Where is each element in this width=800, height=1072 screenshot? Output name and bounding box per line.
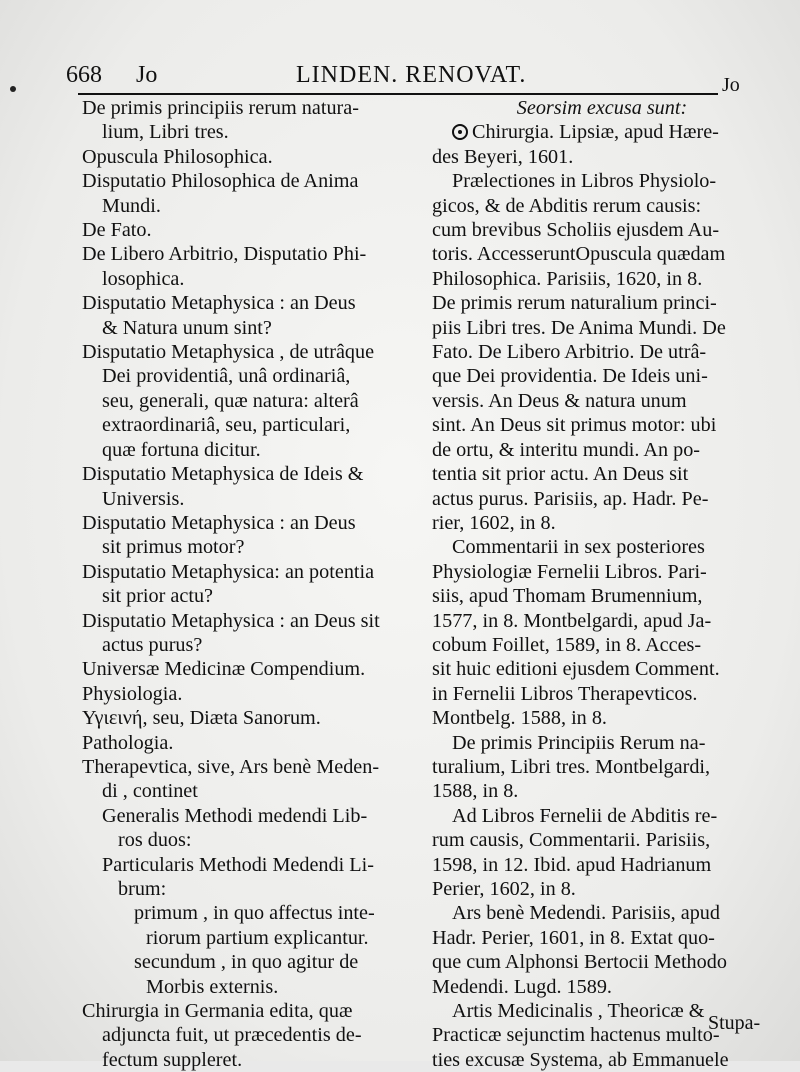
text-line xyxy=(82,316,417,340)
text-line xyxy=(432,560,772,584)
line-text: sit primus motor? xyxy=(102,536,245,559)
line-text: cum brevibus Scholiis ejusdem Au- xyxy=(432,219,720,242)
text-line xyxy=(82,194,417,218)
line-text: sit huic editioni ejusdem Comment. xyxy=(432,658,720,681)
line-text: riorum partium explicantur. xyxy=(146,926,369,949)
text-line xyxy=(432,584,772,608)
text-line xyxy=(82,999,417,1023)
text-line xyxy=(82,682,417,706)
text-line xyxy=(82,706,417,730)
line-text: ros duos: xyxy=(118,829,192,852)
line-text: actus purus? xyxy=(102,633,203,656)
line-text: lium, Libri tres. xyxy=(102,121,229,144)
line-text: de ortu, & interitu mundi. An po- xyxy=(432,438,701,461)
line-text: in Fernelii Libros Therapevticos. xyxy=(432,682,698,705)
text-line xyxy=(432,194,772,218)
line-text: Generalis Methodi medendi Lib- xyxy=(102,804,368,827)
line-text: Therapevtica, sive, Ars benè Meden- xyxy=(82,755,380,778)
text-line xyxy=(432,901,772,925)
line-text: seu, generali, quæ natura: alterâ xyxy=(102,389,359,412)
line-text: Disputatio Metaphysica: an potentia xyxy=(82,560,375,583)
line-text: primum , in quo affectus inte- xyxy=(134,902,375,925)
line-text: De primis Principiis Rerum na- xyxy=(452,731,706,754)
text-line xyxy=(432,1048,772,1072)
text-line xyxy=(82,755,417,779)
line-text: Disputatio Metaphysica : an Deus sit xyxy=(82,609,380,632)
line-text: sint. An Deus sit primus motor: ubi xyxy=(432,414,717,437)
text-line xyxy=(432,242,772,266)
line-text: Ars benè Medendi. Parisiis, apud xyxy=(452,902,720,925)
text-line xyxy=(82,145,417,169)
text-line xyxy=(432,96,772,120)
running-header xyxy=(66,60,740,96)
circled-dot-icon xyxy=(452,124,468,140)
line-text: toris. AccesseruntOpuscula quædam xyxy=(432,243,726,266)
text-line xyxy=(82,877,417,901)
line-text: que cum Alphonsi Bertocii Methodo xyxy=(432,951,727,974)
line-text: Chirurgia. Lipsiæ, apud Hære- xyxy=(472,121,719,144)
line-text: Universæ Medicinæ Compendium. xyxy=(82,658,366,681)
line-text: Physiologia. xyxy=(82,682,183,705)
text-line xyxy=(432,950,772,974)
page-number: 668 xyxy=(66,62,102,88)
line-text: fectum suppleret. xyxy=(102,1048,243,1071)
line-text: Pathologia. xyxy=(82,731,174,754)
text-line xyxy=(432,316,772,340)
text-line xyxy=(432,706,772,730)
line-text: Perier, 1602, in 8. xyxy=(432,878,576,900)
text-line xyxy=(432,291,772,315)
line-text: Chirurgia in Germania edita, quæ xyxy=(82,1000,353,1023)
line-text: 1577, in 8. Montbelgardi, apud Ja- xyxy=(432,609,712,632)
text-line xyxy=(82,560,417,584)
text-line xyxy=(82,364,417,388)
text-line xyxy=(432,364,772,388)
line-text: ties excusæ Systema, ab Emmanuele xyxy=(432,1048,729,1071)
text-line xyxy=(82,487,417,511)
line-text: De Libero Arbitrio, Disputatio Phi- xyxy=(82,243,367,266)
text-line xyxy=(432,657,772,681)
text-line xyxy=(82,291,417,315)
text-line xyxy=(82,389,417,413)
line-text: rier, 1602, in 8. xyxy=(432,511,556,534)
text-line xyxy=(82,438,417,462)
line-text: Disputatio Metaphysica de Ideis & xyxy=(82,463,364,486)
header-rule xyxy=(78,93,718,95)
line-text: adjuncta fuit, ut præcedentis de- xyxy=(102,1024,362,1047)
line-text: Fato. De Libero Arbitrio. De utrâ- xyxy=(432,341,707,364)
line-text: Artis Medicinalis , Theoricæ & xyxy=(452,1000,705,1023)
text-line xyxy=(432,413,772,437)
text-line xyxy=(82,926,417,950)
line-text: Morbis externis. xyxy=(146,975,279,998)
line-text: Disputatio Metaphysica , de utrâque xyxy=(82,341,375,364)
text-line xyxy=(432,779,772,803)
text-line xyxy=(82,462,417,486)
text-line xyxy=(432,926,772,950)
text-line xyxy=(432,438,772,462)
text-line xyxy=(432,145,772,169)
line-text: & Natura unum sint? xyxy=(102,316,272,339)
line-text: 1598, in 12. Ibid. apud Hadrianum xyxy=(432,853,712,876)
text-line xyxy=(432,731,772,755)
line-text: Prælectiones in Libros Physiolo- xyxy=(452,170,717,193)
line-text: brum: xyxy=(118,878,167,900)
line-text: tentia sit prior actu. An Deus sit xyxy=(432,463,689,486)
line-text: Physiologiæ Fernelii Libros. Pari- xyxy=(432,560,707,583)
line-text: Dei providentiâ, unâ ordinariâ, xyxy=(102,365,351,388)
text-line xyxy=(432,218,772,242)
text-line xyxy=(82,731,417,755)
text-line xyxy=(82,901,417,925)
text-line xyxy=(82,267,417,291)
header-right-abbr: Jo xyxy=(722,74,740,96)
text-line xyxy=(82,779,417,803)
line-text: quæ fortuna dicitur. xyxy=(102,438,261,461)
line-text: De primis rerum naturalium princi- xyxy=(432,292,717,315)
running-title: LINDEN. RENOVAT. xyxy=(296,62,527,88)
line-text: cobum Foillet, 1589, in 8. Acces- xyxy=(432,633,702,656)
line-text: des Beyeri, 1601. xyxy=(432,145,574,168)
text-line xyxy=(432,462,772,486)
line-text: Opuscula Philosophica. xyxy=(82,145,273,168)
line-text: Ad Libros Fernelii de Abditis re- xyxy=(452,804,718,827)
text-line xyxy=(82,804,417,828)
line-text: Practicæ sejunctim hactenus multo- xyxy=(432,1024,720,1047)
line-text: Hadr. Perier, 1601, in 8. Extat quo- xyxy=(432,926,715,949)
right-column xyxy=(432,96,772,1072)
line-text: siis, apud Thomam Brumennium, xyxy=(432,585,703,608)
text-line xyxy=(432,169,772,193)
text-line xyxy=(432,975,772,999)
line-text: sit prior actu? xyxy=(102,585,213,608)
text-line xyxy=(82,1048,417,1072)
line-text: Disputatio Philosophica de Anima xyxy=(82,170,359,193)
text-line xyxy=(432,633,772,657)
line-text: Universis. xyxy=(102,487,185,510)
line-text: que Dei providentia. De Ideis uni- xyxy=(432,365,708,388)
text-line xyxy=(82,169,417,193)
line-text: versis. An Deus & natura unum xyxy=(432,389,687,412)
text-line xyxy=(82,633,417,657)
line-text: di , continet xyxy=(102,780,198,803)
line-text: 1588, in 8. xyxy=(432,780,519,803)
text-line xyxy=(82,853,417,877)
text-line xyxy=(432,267,772,291)
text-line xyxy=(82,120,417,144)
line-text: rum causis, Commentarii. Parisiis, xyxy=(432,829,711,852)
line-text: Υγιεινή, seu, Diæta Sanorum. xyxy=(82,707,321,730)
text-line xyxy=(432,853,772,877)
text-line xyxy=(432,340,772,364)
left-column xyxy=(82,96,417,1072)
text-line xyxy=(432,755,772,779)
text-line xyxy=(82,242,417,266)
line-text: Philosophica. Parisiis, 1620, in 8. xyxy=(432,267,703,290)
text-line xyxy=(82,584,417,608)
line-text: piis Libri tres. De Anima Mundi. De xyxy=(432,316,726,339)
text-line xyxy=(432,609,772,633)
line-text: Mundi. xyxy=(102,194,161,217)
line-text: Seorsim excusa sunt: xyxy=(516,97,688,119)
text-line xyxy=(432,828,772,852)
text-line xyxy=(82,535,417,559)
line-text: Medendi. Lugd. 1589. xyxy=(432,975,612,998)
line-text: turalium, Libri tres. Montbelgardi, xyxy=(432,755,711,778)
catchword: Stupa- xyxy=(708,1012,761,1034)
line-text: Disputatio Metaphysica : an Deus xyxy=(82,511,356,534)
text-line xyxy=(432,535,772,559)
line-text: actus purus. Parisiis, ap. Hadr. Pe- xyxy=(432,487,709,510)
text-line xyxy=(82,609,417,633)
text-line xyxy=(82,1023,417,1047)
text-line xyxy=(432,389,772,413)
text-line xyxy=(82,975,417,999)
line-text: De Fato. xyxy=(82,219,152,242)
text-line xyxy=(432,120,772,144)
text-line xyxy=(82,413,417,437)
text-line xyxy=(82,96,417,120)
text-line xyxy=(82,340,417,364)
text-line xyxy=(82,657,417,681)
text-line xyxy=(82,950,417,974)
line-text: Disputatio Metaphysica : an Deus xyxy=(82,292,356,315)
text-line xyxy=(82,218,417,242)
line-text: Montbelg. 1588, in 8. xyxy=(432,707,607,730)
header-left-abbr: Jo xyxy=(136,62,158,88)
line-text: Commentarii in sex posteriores xyxy=(452,536,705,559)
ink-spot xyxy=(10,86,16,92)
line-text: secundum , in quo agitur de xyxy=(134,951,359,974)
line-text: extraordinariâ, seu, particulari, xyxy=(102,414,351,437)
line-text: losophica. xyxy=(102,267,185,290)
text-line xyxy=(82,511,417,535)
text-line xyxy=(432,877,772,901)
line-text: De primis principiis rerum natura- xyxy=(82,97,359,119)
line-text: Particularis Methodi Medendi Li- xyxy=(102,853,374,876)
line-text: gicos, & de Abditis rerum causis: xyxy=(432,194,702,217)
text-line xyxy=(432,682,772,706)
text-line xyxy=(432,487,772,511)
text-line xyxy=(432,804,772,828)
text-line xyxy=(432,511,772,535)
text-line xyxy=(82,828,417,852)
